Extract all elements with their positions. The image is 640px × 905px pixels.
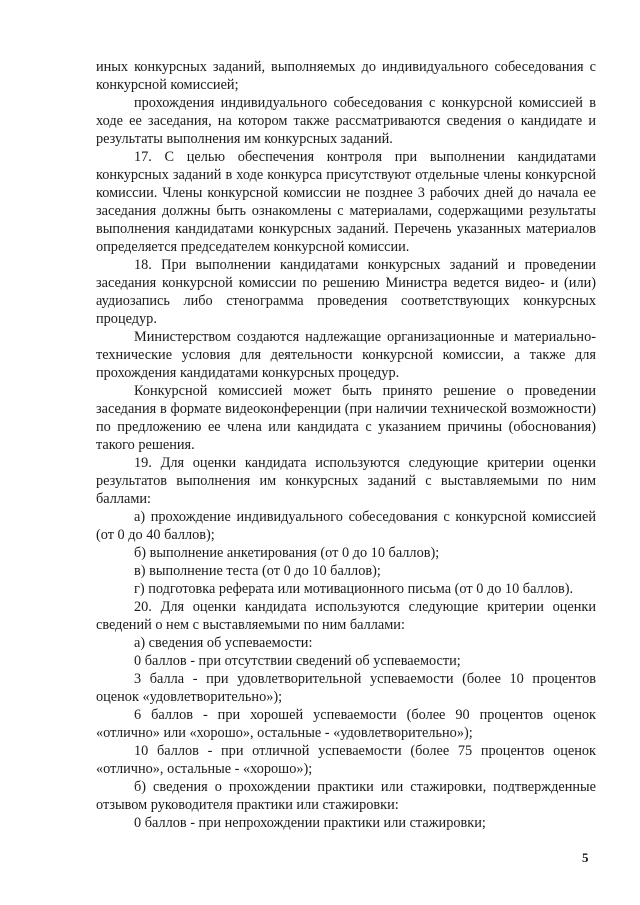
score-line-3: 3 балла - при удовлетворительной успеваемости (более 10 процентов оценок «удовлетворительно»); [96, 671, 596, 705]
paragraph-item-19: 19. Для оценки кандидата используются следующие критерии оценки результатов выполнения им конкурсных заданий с выставляемыми по ним баллами: [96, 455, 596, 507]
score-line-practice-0: 0 баллов - при непрохождении практики или стажировки; [134, 815, 486, 831]
list-item-19a: а) прохождение индивидуального собеседования с конкурсной комиссией (от 0 до 40 баллов); [96, 509, 596, 543]
paragraph-individual-interview: прохождения индивидуального собеседования с конкурсной комиссией в ходе ее заседания, на котором также рассматриваются сведения о кандидате и результаты выполнения им конкурсных заданий. [96, 95, 596, 147]
score-line-10: 10 баллов - при отличной успеваемости (более 75 процентов оценок «отлично», остальные - «хорошо»); [96, 743, 596, 777]
score-line-0: 0 баллов - при отсутствии сведений об успеваемости; [134, 653, 461, 669]
list-item-19c: в) выполнение теста (от 0 до 10 баллов); [134, 563, 381, 579]
paragraph-item-17: 17. С целью обеспечения контроля при выполнении кандидатами конкурсных заданий в ходе конкурса присутствуют отдельные члены конкурсной комиссии. Члены конкурсной комиссии не позднее 3 рабочих дней до начала ее заседания должны быть ознакомлены с материалами, содержащими результаты выполнения кандидатами конкурсных заданий. Перечень указанных материалов определяется председателем конкурсной комиссии. [96, 149, 596, 255]
list-item-19d: г) подготовка реферата или мотивационного письма (от 0 до 10 баллов). [134, 581, 574, 597]
paragraph-ministry-conditions: Министерством создаются надлежащие организационные и материально-технические условия для деятельности конкурсной комиссии, а также для прохождения кандидатами конкурсных процедур. [96, 329, 596, 381]
list-item-20b: б) сведения о прохождении практики или стажировки, подтвержденные отзывом руководителя практики или стажировки: [96, 779, 596, 813]
score-line-6: 6 баллов - при хорошей успеваемости (более 90 процентов оценок «отлично» или «хорошо», остальные - «удовлетворительно»); [96, 707, 596, 741]
paragraph-videoconference: Конкурсной комиссией может быть принято решение о проведении заседания в формате видеоконференции (при наличии технической возможности) по предложению ее члена или кандидата с указанием причины (обоснования) такого решения. [96, 383, 596, 453]
list-item-19b: б) выполнение анкетирования (от 0 до 10 баллов); [134, 545, 440, 561]
list-item-20a: а) сведения об успеваемости: [134, 635, 313, 651]
page-number: 5 [582, 850, 589, 865]
paragraph-continuation: иных конкурсных заданий, выполняемых до индивидуального собеседования с конкурсной комиссией; [96, 59, 596, 93]
document-page [96, 58, 596, 832]
paragraph-item-20: 20. Для оценки кандидата используются следующие критерии оценки сведений о нем с выставляемыми по ним баллами: [96, 599, 596, 633]
paragraph-item-18: 18. При выполнении кандидатами конкурсных заданий и проведении заседания конкурсной комиссии по решению Министра ведется видео- и (или) аудиозапись либо стенограмма проведения соответствующих конкурсных процедур. [96, 257, 596, 327]
